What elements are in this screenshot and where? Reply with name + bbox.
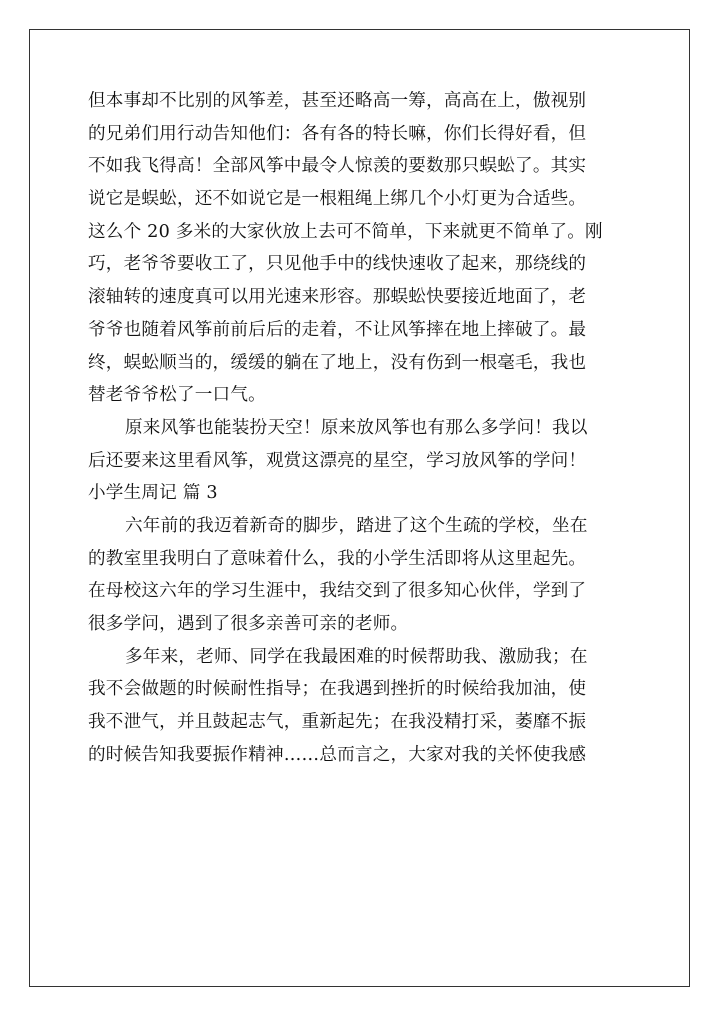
text-line: 替老爷爷松了一口气。 <box>88 385 266 406</box>
text-line: 终，蜈蚣顺当的，缓缓的躺在了地上，没有伤到一根毫毛，我也 <box>88 352 587 373</box>
text-line: 的教室里我明白了意味着什么，我的小学生活即将从这里起先。 <box>88 548 587 569</box>
text-line: 这么个 20 多米的大家伙放上去可不简单，下来就更不简单了。刚 <box>88 221 603 242</box>
text-line: 后还要来这里看风筝，观赏这漂亮的星空，学习放风筝的学问！ <box>88 450 587 471</box>
paragraph-start-line: 多年来，老师、同学在我最困难的时候帮助我、激励我；在 <box>125 646 588 667</box>
text-line: 我不泄气，并且鼓起志气，重新起先；在我没精打采，萎靡不振 <box>88 712 587 733</box>
paragraph-start-line: 六年前的我迈着新奇的脚步，踏进了这个生疏的学校，坐在 <box>125 515 588 536</box>
text-line: 不如我飞得高！全部风筝中最令人惊羡的要数那只蜈蚣了。其实 <box>88 156 587 177</box>
paragraph-start-line: 原来风筝也能装扮天空！原来放风筝也有那么多学问！我以 <box>125 417 588 438</box>
document-body <box>88 85 636 771</box>
text-line: 很多学问，遇到了很多亲善可亲的老师。 <box>88 614 409 634</box>
text-line: 我不会做题的时候耐性指导；在我遇到挫折的时候给我加油，使 <box>88 679 587 700</box>
text-line: 滚轴转的速度真可以用光速来形容。那蜈蚣快要接近地面了，老 <box>88 287 587 308</box>
section-heading: 小学生周记 篇 3 <box>88 483 218 504</box>
text-line: 巧，老爷爷要收工了，只见他手中的线快速收了起来，那绕线的 <box>88 254 587 275</box>
text-line: 爷爷也随着风筝前前后后的走着，不让风筝摔在地上摔破了。最 <box>88 319 587 340</box>
text-line: 说它是蜈蚣，还不如说它是一根粗绳上绑几个小灯更为合适些。 <box>88 189 587 210</box>
text-line: 在母校这六年的学习生涯中，我结交到了很多知心伙伴，学到了 <box>88 581 587 602</box>
text-line: 的兄弟们用行动告知他们：各有各的特长嘛，你们长得好看，但 <box>88 123 587 144</box>
text-line: 但本事却不比别的风筝差，甚至还略高一筹，高高在上，傲视别 <box>88 91 587 111</box>
text-line: 的时候告知我要振作精神……总而言之，大家对我的关怀使我感 <box>88 744 587 765</box>
